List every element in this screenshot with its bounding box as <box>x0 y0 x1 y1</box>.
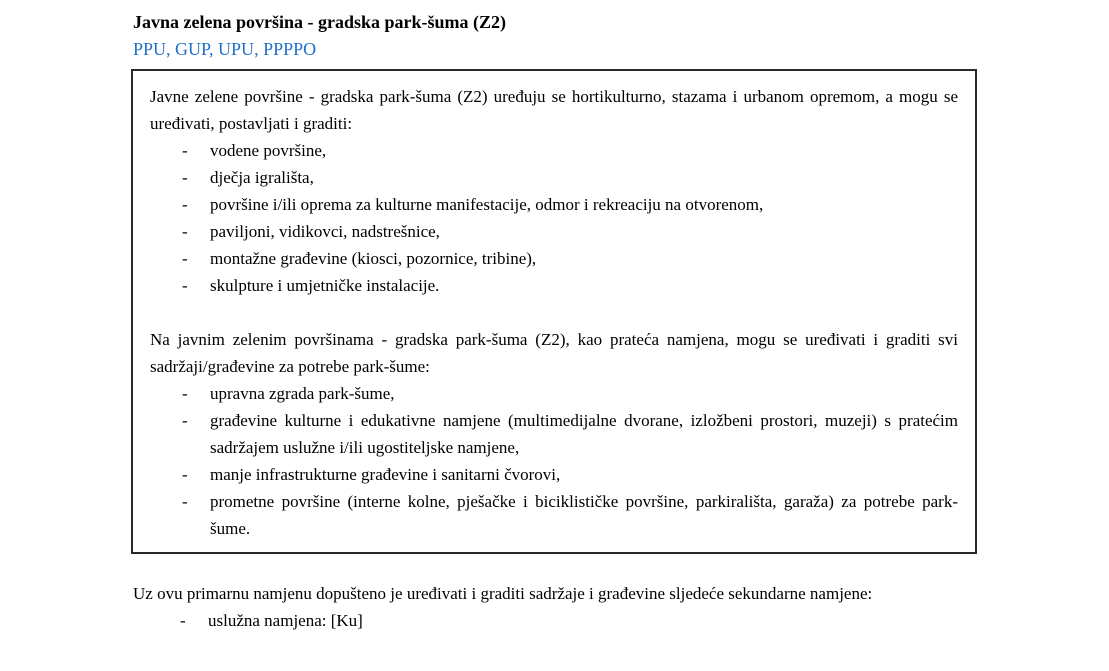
dash-bullet: - <box>182 384 188 403</box>
link-upu[interactable]: UPU <box>218 39 255 59</box>
list-item-text: uslužna namjena: [Ku] <box>208 611 363 630</box>
link-gup[interactable]: GUP <box>175 39 210 59</box>
list-item-text: manje infrastrukturne građevine i sanitarni čvorovi, <box>210 465 561 484</box>
dash-bullet: - <box>182 492 188 511</box>
link-ppppo[interactable]: PPPPO <box>263 39 317 59</box>
list-item-text: upravna zgrada park-šume, <box>210 384 395 403</box>
list-item <box>133 607 1080 634</box>
dash-bullet: - <box>182 222 188 241</box>
document-content <box>133 8 1080 634</box>
footer-paragraph: Uz ovu primarnu namjenu dopušteno je uređivati i graditi sadržaje i građevine sljedeće sekundarne namjene: <box>133 584 873 603</box>
dash-bullet: - <box>182 168 188 187</box>
list-item <box>150 461 958 488</box>
dash-bullet: - <box>182 276 188 295</box>
list-item <box>150 245 958 272</box>
link-separator: , <box>209 39 219 59</box>
list-item-text: vodene površine, <box>210 141 327 160</box>
list-item <box>150 164 958 191</box>
dash-bullet: - <box>182 141 188 160</box>
plan-links-line <box>133 36 1080 62</box>
dash-bullet: - <box>182 411 188 430</box>
dash-bullet: - <box>182 195 188 214</box>
box-paragraph-secondary: Na javnim zelenim površinama - gradska park-šuma (Z2), kao prateća namjena, mogu se uređivati i graditi svi sadržaji/građevine za potrebe park-šume: <box>150 330 958 376</box>
dash-bullet: - <box>182 249 188 268</box>
list-item <box>150 380 958 407</box>
secondary-uses-section <box>133 580 1080 634</box>
list-item <box>150 272 958 299</box>
list-item-text: montažne građevine (kiosci, pozornice, tribine), <box>210 249 537 268</box>
secondary-uses-list <box>133 607 1080 634</box>
accompanying-uses-list <box>150 380 958 542</box>
list-item-text: dječja igrališta, <box>210 168 314 187</box>
list-item <box>150 488 958 542</box>
dash-bullet: - <box>180 611 186 630</box>
list-item-text: paviljoni, vidikovci, nadstrešnice, <box>210 222 440 241</box>
list-item <box>150 191 958 218</box>
link-ppu[interactable]: PPU <box>133 39 167 59</box>
page-title: Javna zelena površina - gradska park-šuma (Z2) <box>133 12 507 32</box>
provision-box <box>131 69 977 554</box>
link-separator: , <box>254 39 264 59</box>
list-item-text: površine i/ili oprema za kulturne manifestacije, odmor i rekreaciju na otvorenom, <box>210 195 764 214</box>
primary-uses-list <box>150 137 958 299</box>
list-item <box>150 137 958 164</box>
list-item-text: građevine kulturne i edukativne namjene (multimedijalne dvorane, izložbeni prostori, muzeji) s pratećim sadržajem uslužne i/ili ugostiteljske namjene, <box>210 411 958 457</box>
box-paragraph-primary: Javne zelene površine - gradska park-šuma (Z2) uređuju se hortikulturno, stazama i urbanom opremom, a mogu se uređivati, postavljati i graditi: <box>150 87 958 133</box>
link-separator: , <box>166 39 176 59</box>
list-item-text: prometne površine (interne kolne, pješačke i biciklističke površine, parkirališta, garaža) za potrebe park-šume. <box>210 492 958 538</box>
list-item <box>150 218 958 245</box>
list-item-text: skulpture i umjetničke instalacije. <box>210 276 440 295</box>
list-item <box>150 407 958 461</box>
dash-bullet: - <box>182 465 188 484</box>
